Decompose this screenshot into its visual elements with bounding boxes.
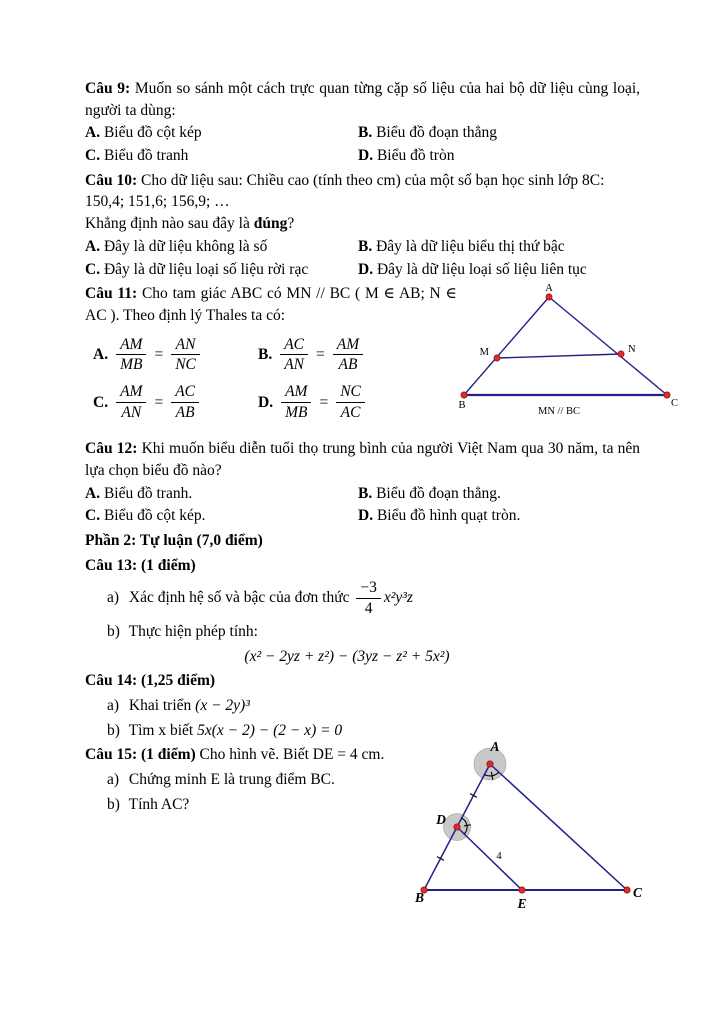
question-14-heading: Câu 14: (1,25 điểm) xyxy=(85,672,216,690)
q13-item-a-text: Xác định hệ số và bậc của đơn thức xyxy=(128,589,350,607)
figure-caption: MN // BC xyxy=(537,406,581,418)
q11-option-d-label: D. xyxy=(258,393,274,411)
question-12-text xyxy=(85,438,640,481)
vertex-dot-m xyxy=(494,355,500,361)
q11-option-c-label: C. xyxy=(93,393,109,411)
vertex-label-b: B xyxy=(415,890,425,906)
q11-option-a xyxy=(93,336,258,375)
q13-item-b-text: Thực hiện phép tính: xyxy=(128,622,258,640)
question-10-text xyxy=(85,170,640,192)
q10-option-b xyxy=(358,236,640,258)
question-10-options xyxy=(85,236,640,280)
thales-triangle-figure xyxy=(454,283,682,419)
q11-option-b-label: B. xyxy=(258,346,273,364)
q9-option-a xyxy=(85,122,358,144)
question-9-body: Muốn so sánh một cách trực quan từng cặp số liệu của hai bộ dữ liệu cùng loại, người ta dùng: xyxy=(85,80,640,119)
q15-item-b-text: Tính AC? xyxy=(128,795,190,813)
vertex-label-n: N xyxy=(628,344,636,356)
q12-option-b-text: Biểu đồ đoạn thẳng. xyxy=(376,484,501,502)
q10-option-d-label: D. xyxy=(358,260,374,278)
vertex-label-d: D xyxy=(436,812,446,828)
vertex-label-m: M xyxy=(479,347,489,359)
vertex-label-e: E xyxy=(517,896,527,912)
fraction: $\frac{AM}{AB}$ xyxy=(333,336,363,375)
equals-sign: = xyxy=(154,393,164,411)
vertex-dot-n xyxy=(618,351,624,357)
question-10-body: Cho dữ liệu sau: Chiều cao (tính theo cm) của một số bạn học sinh lớp 8C: xyxy=(140,171,605,189)
q9-option-b xyxy=(358,122,640,144)
q10-ask-post: ? xyxy=(287,215,295,233)
fraction: $\frac{AM}{MB}$ xyxy=(281,383,311,422)
q12-option-d-text: Biểu đồ hình quạt tròn. xyxy=(376,507,521,525)
part-2-heading: Phần 2: Tự luận (7,0 điểm) xyxy=(85,531,263,549)
q13-expression: (x² − 2yz + z²) − (3yz − z² + 5x²) xyxy=(244,647,450,665)
equals-sign: = xyxy=(319,393,329,411)
vertex-label-a: A xyxy=(490,739,500,755)
fraction: $\frac{AC}{AN}$ xyxy=(280,336,308,375)
q10-option-c-label: C. xyxy=(85,260,101,278)
q12-option-a-text: Biểu đồ tranh. xyxy=(103,484,193,502)
fraction: $\frac{AN}{NC}$ xyxy=(171,336,200,375)
q9-option-c-label: C. xyxy=(85,147,101,165)
question-10-ask xyxy=(85,213,640,235)
fraction: $\frac{NC}{AC}$ xyxy=(336,383,365,422)
question-11-label: Câu 11: xyxy=(85,285,138,303)
q9-option-c-text: Biểu đồ tranh xyxy=(103,147,189,165)
q14-item-b-text: Tìm x biết xyxy=(128,721,194,739)
q13-item-a xyxy=(107,579,640,618)
q11-option-d xyxy=(258,383,458,422)
q14-item-b-label: b) xyxy=(107,721,120,739)
question-11-body: Cho tam giác ABC có MN // BC ( M ∈ AB; N ∈ AC ). Theo định lý Thales ta có: xyxy=(85,285,458,324)
q10-option-b-label: B. xyxy=(358,237,373,255)
q15-item-a-text: Chứng minh E là trung điểm BC. xyxy=(128,771,335,789)
equals-sign: = xyxy=(316,346,325,364)
q10-option-d-text: Đây là dữ liệu loại số liệu liên tục xyxy=(376,260,587,278)
vertex-dot-e xyxy=(519,887,525,893)
q13-item-a-label: a) xyxy=(107,589,120,607)
q10-option-a-text: Đây là dữ liệu không là số xyxy=(103,237,268,255)
question-11-options xyxy=(85,336,458,422)
question-9-options xyxy=(85,122,640,166)
q12-option-c xyxy=(85,505,358,527)
question-15-text xyxy=(85,744,397,766)
q12-option-a xyxy=(85,483,358,505)
vertex-label-c: C xyxy=(633,885,643,901)
vertex-dot-a xyxy=(487,761,493,767)
vertex-dot-d xyxy=(454,824,460,830)
q10-ask-pre: Khẳng định nào sau đây là xyxy=(85,215,250,233)
question-15-body: Cho hình vẽ. Biết DE = 4 cm. xyxy=(199,746,385,764)
q14-expression-a: (x − 2y)³ xyxy=(195,697,250,714)
q12-option-d xyxy=(358,505,640,527)
q9-option-d-label: D. xyxy=(358,147,374,165)
q11-option-b xyxy=(258,336,458,375)
vertex-dot-b xyxy=(461,392,467,398)
vertex-label-c: C xyxy=(671,398,679,410)
q9-option-c xyxy=(85,145,358,167)
fraction: $\frac{AM}{MB}$ xyxy=(116,336,146,375)
q10-option-d xyxy=(358,259,640,281)
vertex-dot-a xyxy=(546,294,552,300)
q9-option-b-text: Biểu đồ đoạn thẳng xyxy=(376,124,498,142)
question-15 xyxy=(85,739,643,922)
question-12-body: Khi muốn biểu diễn tuổi thọ trung bình của người Việt Nam qua 30 năm, ta nên lựa chọn biểu đồ nào? xyxy=(85,440,641,479)
question-10-data-line: 150,4; 151,6; 156,9; … xyxy=(85,193,230,211)
q15-item-b-label: b) xyxy=(107,795,120,813)
q12-option-b xyxy=(358,483,640,505)
q12-option-c-label: C. xyxy=(85,507,101,525)
q13-item-b xyxy=(107,621,640,643)
q11-option-c xyxy=(93,383,258,422)
question-9-text xyxy=(85,78,640,121)
equals-sign: = xyxy=(154,346,164,364)
fraction: $\frac{AC}{AB}$ xyxy=(171,383,199,422)
question-13-items xyxy=(85,579,640,667)
vertex-label-b: B xyxy=(458,400,466,412)
q13-item-b-label: b) xyxy=(107,622,120,640)
question-14-items xyxy=(85,695,640,741)
q9-option-a-text: Biểu đồ cột kép xyxy=(103,124,202,142)
q11-option-a-label: A. xyxy=(93,346,109,364)
question-15-label: Câu 15: (1 điểm) xyxy=(85,746,196,764)
q10-option-c-text: Đây là dữ liệu loại số liệu rời rạc xyxy=(103,260,309,278)
question-9-label: Câu 9: xyxy=(85,80,131,97)
q10-ask-bold: đúng xyxy=(253,215,288,233)
vertex-label-a: A xyxy=(545,283,553,295)
q12-option-d-label: D. xyxy=(358,507,374,525)
q9-option-b-label: B. xyxy=(358,124,373,142)
fraction: $\frac{AM}{AN}$ xyxy=(116,383,146,422)
q10-option-a xyxy=(85,236,358,258)
q14-item-a-text: Khai triển xyxy=(128,697,192,714)
q14-item-a-label: a) xyxy=(107,697,120,714)
midpoint-triangle-figure xyxy=(412,738,644,914)
q13-monomial: x²y³z xyxy=(383,589,413,607)
q9-option-a-label: A. xyxy=(85,124,101,142)
question-12-label: Câu 12: xyxy=(85,440,138,458)
q14-expression-b: 5x(x − 2) − (2 − x) = 0 xyxy=(197,721,343,739)
q15-item-a-label: a) xyxy=(107,771,120,789)
vertex-dot-c xyxy=(664,392,670,398)
question-11 xyxy=(85,283,679,435)
segment-length-label: 4 xyxy=(496,851,502,863)
q10-option-a-label: A. xyxy=(85,237,101,255)
q12-option-a-label: A. xyxy=(85,484,101,502)
q9-option-d xyxy=(358,145,640,167)
q9-option-d-text: Biểu đồ tròn xyxy=(376,147,455,165)
question-12-options xyxy=(85,483,640,527)
q14-item-a xyxy=(107,695,640,717)
q10-option-c xyxy=(85,259,358,281)
q10-option-b-text: Đây là dữ liệu biểu thị thứ bậc xyxy=(376,237,565,255)
vertex-dot-c xyxy=(624,887,630,893)
question-10-label: Câu 10: xyxy=(85,171,138,189)
question-11-text xyxy=(85,283,457,326)
fraction: $\frac{-3}{4}$ xyxy=(356,579,381,618)
q12-option-b-label: B. xyxy=(358,484,373,502)
q12-option-c-text: Biểu đồ cột kép. xyxy=(103,507,206,525)
question-13-heading: Câu 13: (1 điểm) xyxy=(85,556,196,574)
